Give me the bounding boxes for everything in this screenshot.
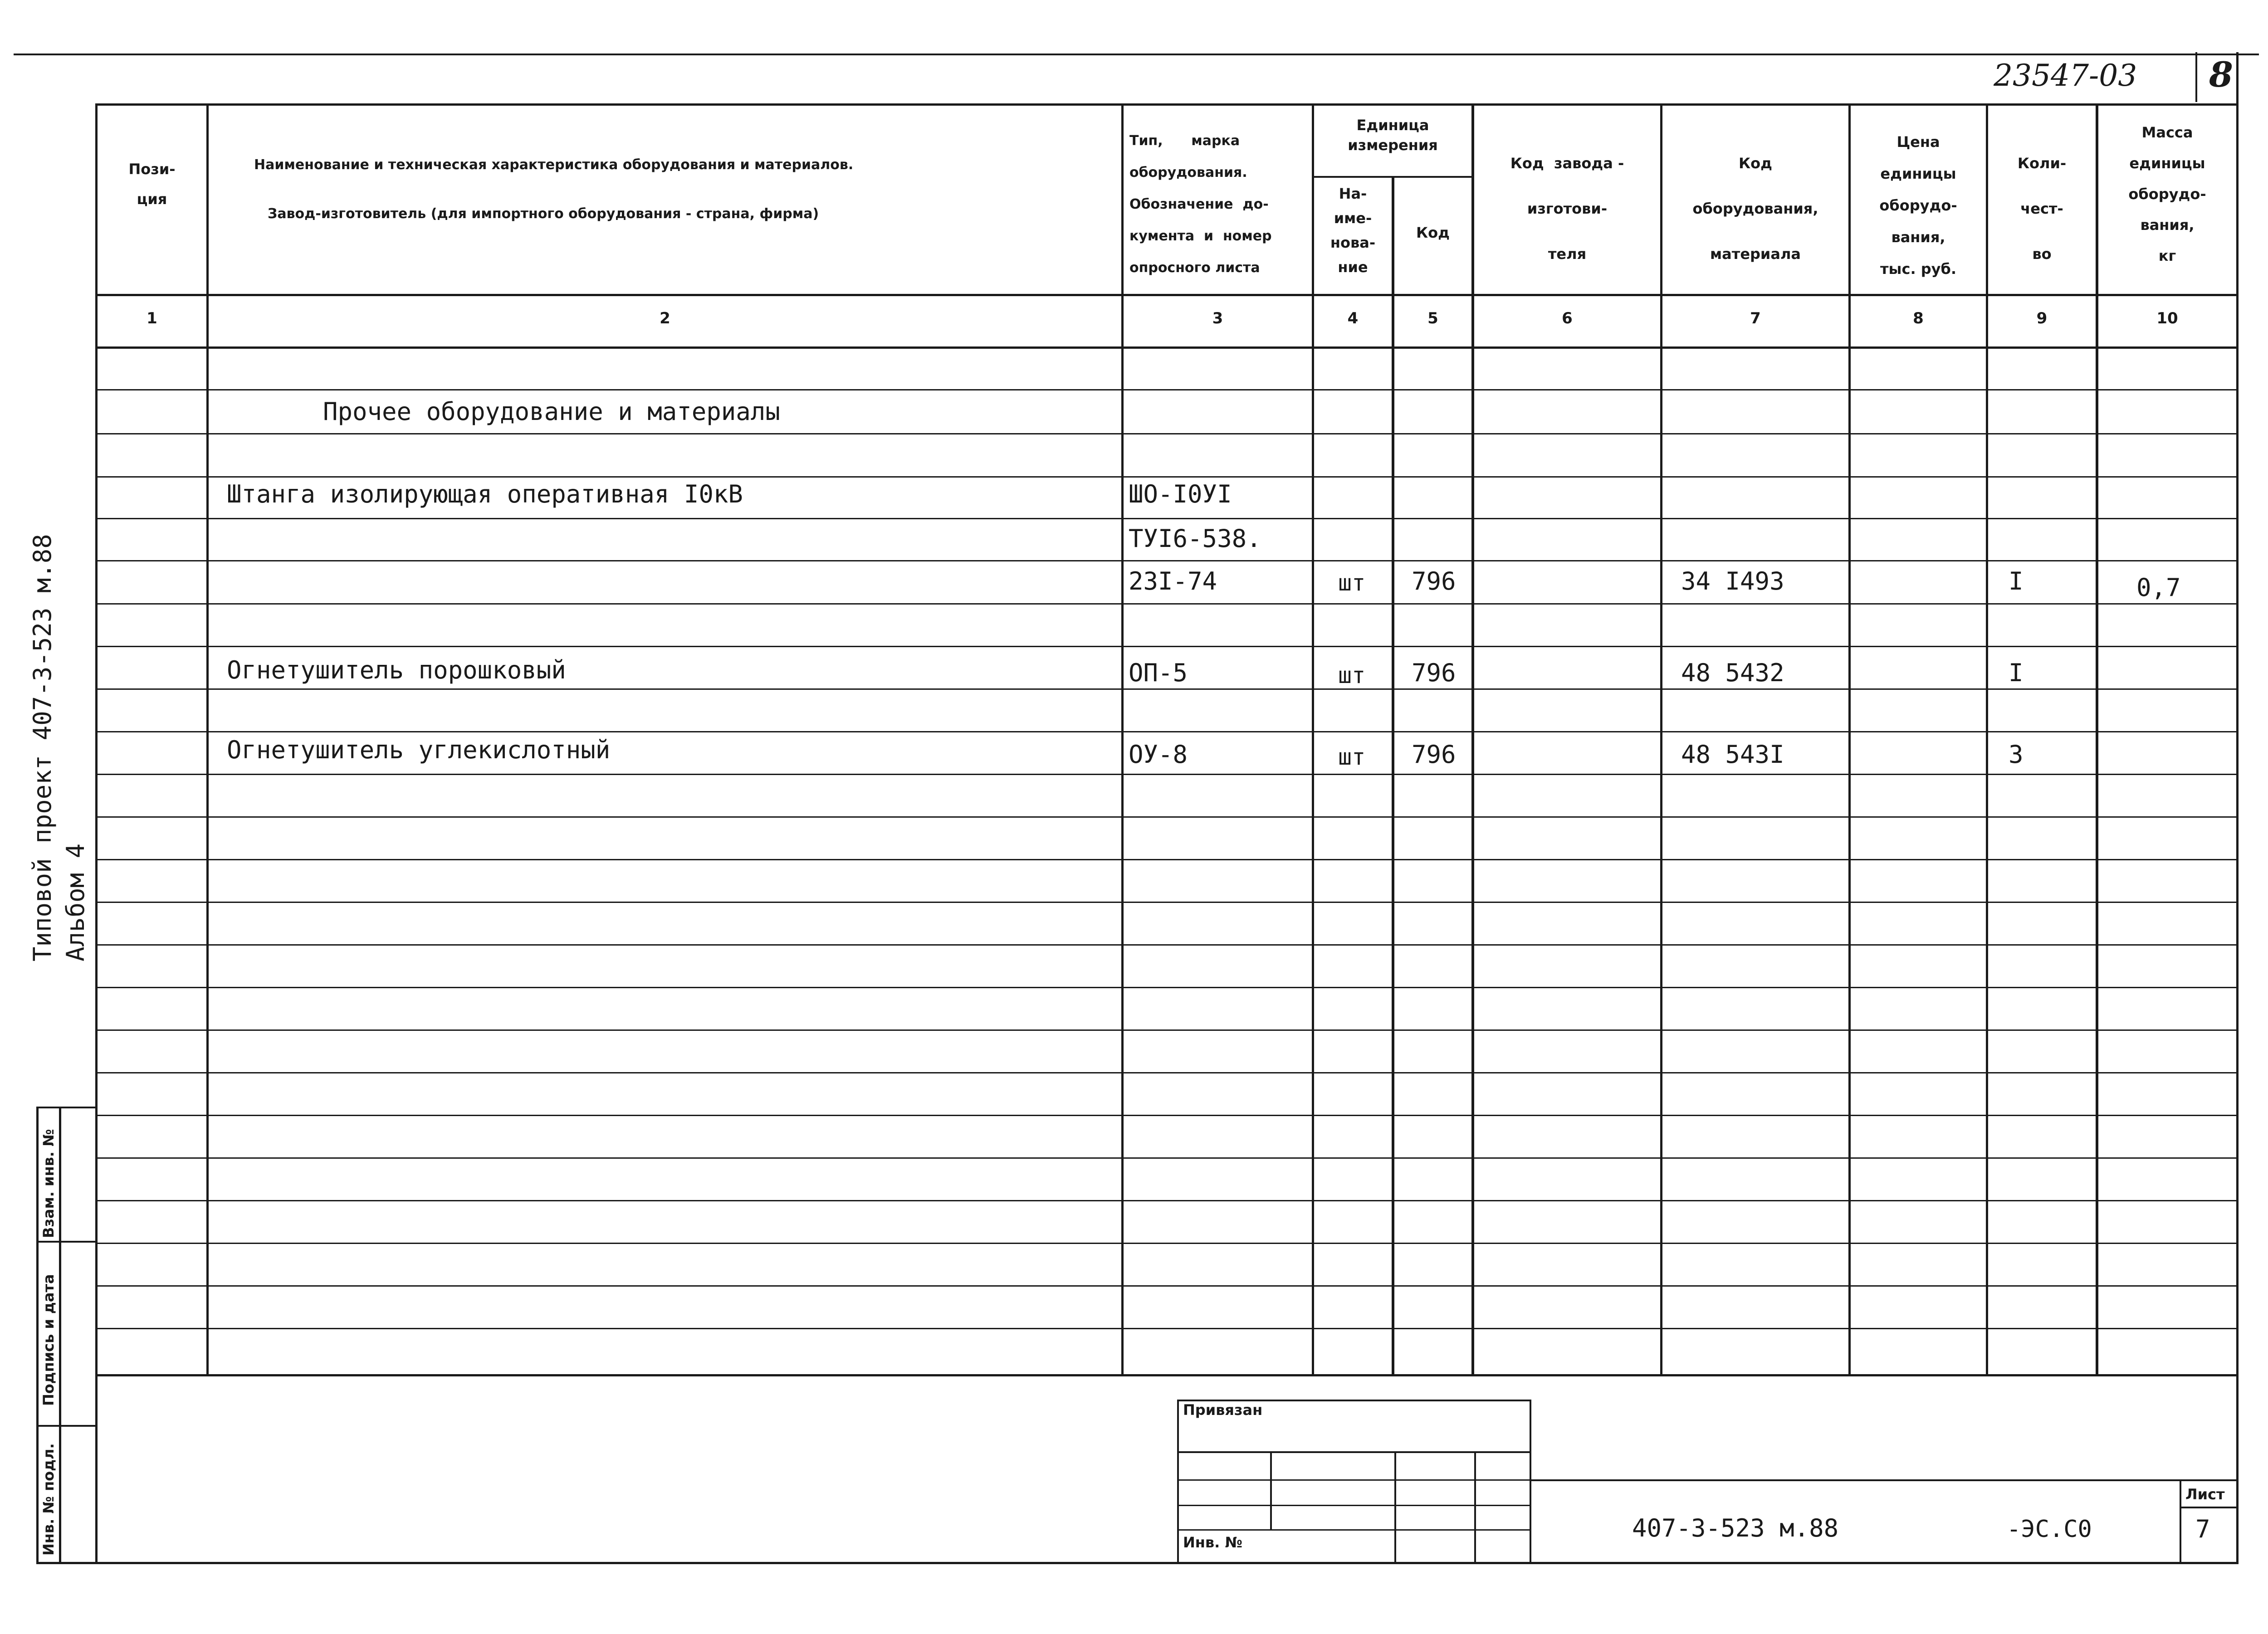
- col-border: [1312, 103, 1314, 1376]
- col-border-right: [2236, 52, 2239, 1564]
- section-title: Прочее оборудование и материалы: [323, 397, 780, 426]
- header-text: во: [2032, 245, 2052, 263]
- col-number: 2: [660, 309, 670, 327]
- header-text: Тип, марка: [1129, 133, 1240, 149]
- col-number: 9: [2036, 309, 2048, 327]
- title-strip-top: [1530, 1479, 2239, 1481]
- doc-code: 407-3-523 м.88: [1632, 1514, 1839, 1542]
- item-mass: 0,7: [2136, 573, 2181, 602]
- item-type: ОП-5: [1129, 658, 1188, 687]
- header-type: [1129, 125, 1306, 284]
- corner-number: 8: [2209, 54, 2233, 95]
- list-number: 7: [2195, 1515, 2210, 1543]
- header-price: [1851, 126, 1986, 285]
- item-name: Огнетушитель порошковый: [227, 656, 566, 684]
- list-box-mid: [2180, 1507, 2239, 1508]
- item-quantity: I: [2009, 567, 2024, 595]
- header-unit-group: [1314, 111, 1471, 159]
- stamp-line: [36, 1107, 39, 1564]
- row-line: [95, 1243, 2239, 1244]
- col-number: 6: [1562, 309, 1573, 327]
- header-text: оборудования,: [1692, 200, 1818, 217]
- header-text: опросного листа: [1129, 260, 1260, 276]
- header-quantity: [1988, 141, 2096, 277]
- stamp-line: [36, 1425, 98, 1427]
- header-text: Код: [1739, 155, 1772, 172]
- item-type-doc: ТУI6-538.: [1129, 524, 1261, 553]
- bind-line: [1177, 1505, 1531, 1506]
- row-line: [95, 433, 2239, 434]
- header-text: нова-: [1330, 234, 1376, 251]
- header-text: вания,: [2140, 216, 2195, 234]
- col-number: 10: [2156, 309, 2178, 327]
- header-text: Обозначение до-: [1129, 196, 1269, 212]
- col-border: [1121, 103, 1124, 1376]
- item-unit-code: 796: [1412, 740, 1456, 769]
- header-text: теля: [1548, 245, 1587, 263]
- header-text: ция: [137, 190, 167, 208]
- col-number: 4: [1347, 309, 1359, 327]
- item-name: Штанга изолирующая оперативная I0кВ: [227, 480, 743, 508]
- header-equipment-code: [1662, 141, 1848, 277]
- row-line: [95, 774, 2239, 775]
- inv-label: Инв. №: [1183, 1534, 1242, 1551]
- header-text: кг: [2158, 247, 2176, 264]
- stamp-inv-podl: Инв. № подл.: [40, 1443, 57, 1556]
- header-text: ние: [1338, 259, 1368, 276]
- header-text: материала: [1710, 245, 1801, 263]
- doc-suffix: -ЭС.С0: [2007, 1516, 2092, 1543]
- stamp-vzam: Взам. инв. №: [40, 1129, 57, 1238]
- bind-line: [1177, 1451, 1531, 1453]
- row-line: [95, 389, 2239, 390]
- item-equipment-code: 34 I493: [1681, 567, 1784, 595]
- item-type: ОУ-8: [1129, 740, 1188, 769]
- bind-vline: [1474, 1451, 1476, 1562]
- header-bottom: [95, 294, 2239, 296]
- row-line: [95, 1115, 2239, 1116]
- header-text: измерения: [1348, 137, 1438, 154]
- row-line: [95, 646, 2239, 647]
- col-border: [1848, 103, 1851, 1376]
- bind-vline: [1270, 1451, 1272, 1529]
- col-number: 8: [1913, 309, 1924, 327]
- row-line: [95, 688, 2239, 690]
- col-number: 3: [1212, 309, 1223, 327]
- list-label: Лист: [2185, 1486, 2225, 1503]
- col-number: 1: [147, 309, 157, 327]
- row-line: [95, 560, 2239, 561]
- col-border: [206, 103, 209, 1376]
- item-equipment-code: 48 5432: [1681, 658, 1784, 687]
- corner-box-left: [2195, 52, 2197, 102]
- table-bottom: [95, 1374, 2239, 1376]
- item-quantity: 3: [2009, 740, 2024, 769]
- col-border: [1392, 176, 1394, 1376]
- row-line: [95, 1285, 2239, 1287]
- header-text: Пози-: [128, 161, 176, 178]
- header-name-line1: Наименование и техническая характеристика оборудования и материалов.: [254, 157, 854, 173]
- header-text: Масса: [2141, 124, 2193, 141]
- col-number: 5: [1427, 309, 1438, 327]
- item-quantity: I: [2009, 658, 2024, 687]
- item-name: Огнетушитель углекислотный: [227, 736, 611, 764]
- row-line: [95, 476, 2239, 478]
- header-name-line2: Завод-изготовитель (для импортного оборудования - страна, фирма): [268, 206, 819, 222]
- row-line: [95, 1072, 2239, 1073]
- row-line: [95, 518, 2239, 519]
- header-unit-code: Код: [1416, 224, 1450, 241]
- item-equipment-code: 48 543I: [1681, 740, 1784, 769]
- item-unit: шт: [1338, 744, 1366, 770]
- row-line: [95, 902, 2239, 903]
- col-border: [1660, 103, 1662, 1376]
- item-unit: шт: [1338, 662, 1366, 688]
- row-line: [95, 944, 2239, 946]
- header-text: Цена: [1897, 133, 1940, 151]
- numbers-bottom: [95, 346, 2239, 349]
- header-text: оборудования.: [1129, 165, 1247, 180]
- row-line: [95, 731, 2239, 732]
- header-plant-code: [1474, 141, 1660, 277]
- stamp-line: [36, 1241, 98, 1243]
- header-mass: [2098, 117, 2236, 271]
- row-line: [95, 859, 2239, 860]
- row-line: [95, 816, 2239, 818]
- col-border: [2096, 103, 2098, 1376]
- item-type-doc: 23I-74: [1129, 567, 1217, 595]
- header-text: вания,: [1891, 229, 1945, 246]
- item-unit-code: 796: [1412, 658, 1456, 687]
- col-border: [1986, 103, 1988, 1376]
- bind-line: [1177, 1479, 1531, 1481]
- row-line: [95, 1200, 2239, 1201]
- frame-bottom: [36, 1562, 2239, 1564]
- header-text: тыс. руб.: [1880, 260, 1956, 278]
- header-text: чест-: [2020, 200, 2063, 217]
- bind-box-left: [1177, 1400, 1179, 1562]
- bind-vline: [1394, 1451, 1396, 1562]
- header-text: изготови-: [1527, 200, 1608, 217]
- col-border: [1471, 103, 1474, 1376]
- item-type: ШО-I0УI: [1129, 480, 1232, 508]
- header-text: единицы: [2129, 155, 2205, 172]
- header-text: име-: [1334, 210, 1372, 227]
- col-number: 7: [1750, 309, 1761, 327]
- header-text: Код завода -: [1510, 155, 1624, 172]
- archive-number: 23547-03: [1994, 58, 2137, 93]
- header-text: единицы: [1880, 165, 1956, 182]
- row-line: [95, 1157, 2239, 1159]
- header-text: На-: [1339, 185, 1367, 202]
- header-text: оборудо-: [2128, 185, 2206, 203]
- header-text: Коли-: [2017, 155, 2067, 172]
- header-text: кумента и номер: [1129, 228, 1272, 244]
- side-title-line1: Типовой проект 407-3-523 м.88: [28, 534, 57, 961]
- item-unit: шт: [1338, 570, 1366, 596]
- bind-label: Привязан: [1183, 1401, 1263, 1419]
- bind-line: [1177, 1529, 1531, 1531]
- stamp-line: [36, 1107, 98, 1108]
- header-text: Единица: [1356, 117, 1429, 134]
- list-box-left: [2180, 1479, 2181, 1562]
- top-border-line: [14, 54, 2259, 55]
- row-line: [95, 1328, 2239, 1329]
- row-line: [95, 987, 2239, 988]
- stamp-line: [59, 1107, 61, 1564]
- item-unit-code: 796: [1412, 567, 1456, 595]
- table-top: [95, 103, 2239, 106]
- stamp-podpis: Подпись и дата: [40, 1274, 57, 1406]
- header-position: [98, 154, 206, 214]
- side-title-line2: Альбом 4: [61, 843, 90, 961]
- header-unit-name: [1314, 181, 1392, 279]
- row-line: [95, 603, 2239, 605]
- header-text: оборудо-: [1879, 197, 1957, 214]
- row-line: [95, 1029, 2239, 1031]
